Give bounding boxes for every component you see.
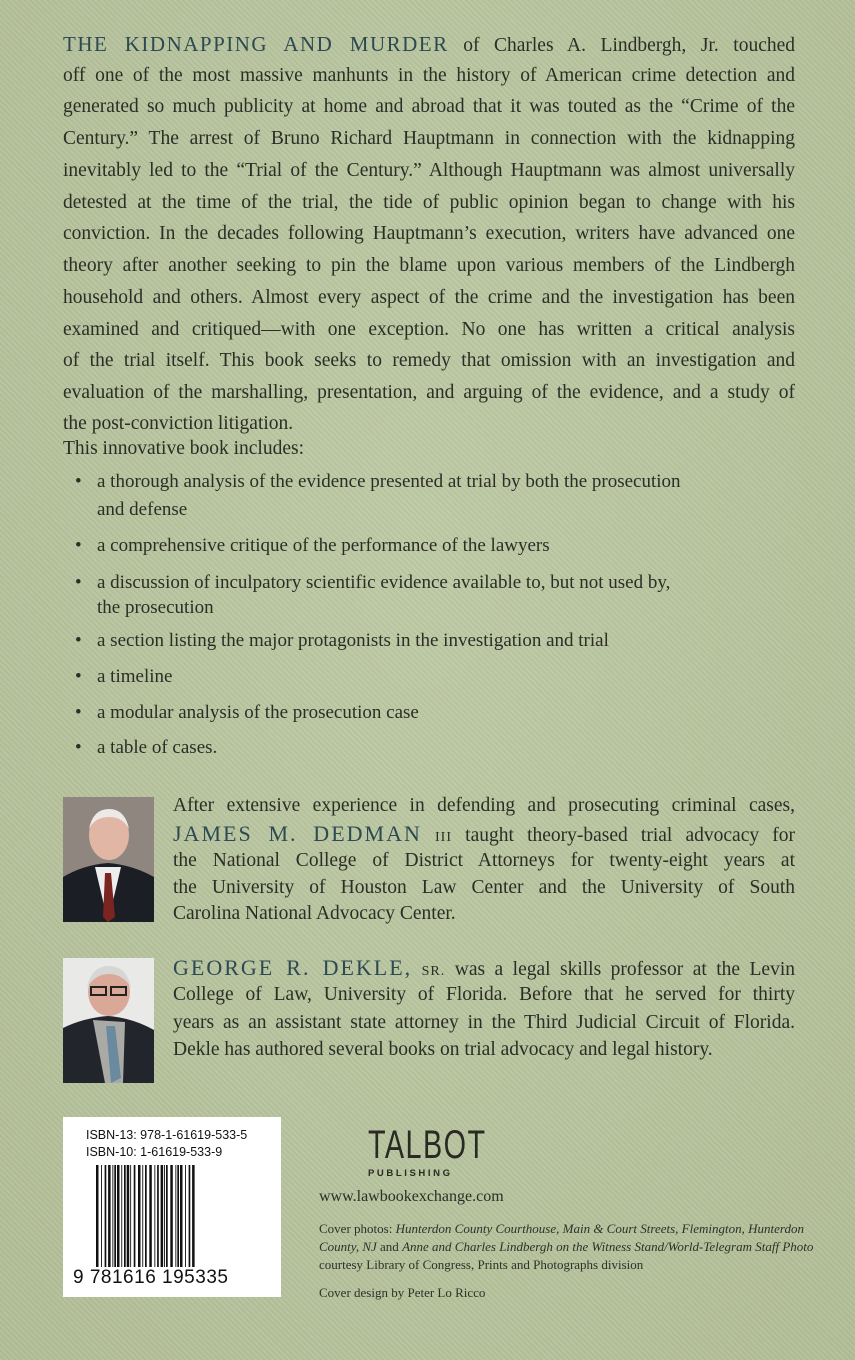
barcode-bars bbox=[96, 1165, 196, 1277]
author-photo-dedman bbox=[63, 797, 154, 922]
barcode-bar bbox=[161, 1165, 164, 1277]
barcode-bar bbox=[145, 1165, 147, 1277]
barcode-bar bbox=[117, 1165, 120, 1277]
barcode-bar bbox=[149, 1165, 152, 1277]
barcode-bar bbox=[138, 1165, 141, 1277]
barcode-bar bbox=[185, 1165, 186, 1277]
barcode-bar bbox=[112, 1165, 113, 1277]
barcode-number: 9 781616 195335 bbox=[73, 1267, 229, 1288]
barcode-bar bbox=[130, 1165, 131, 1277]
description-line: inevitably led to the “Trial of the Century.” Although Hauptmann was almost universally bbox=[63, 160, 795, 181]
barcode-bar bbox=[101, 1165, 102, 1277]
description-line: examined and critiqued—with one exception. No one has written a critical analysis bbox=[63, 319, 795, 340]
barcode-bar bbox=[157, 1165, 159, 1277]
publisher-logo: TALBOT PUBLISHING bbox=[368, 1123, 487, 1179]
description-line: conviction. In the decades following Hauptmann’s execution, writers have advanced one bbox=[63, 223, 795, 244]
list-item: • a modular analysis of the prosecution case bbox=[75, 702, 419, 723]
barcode-bar bbox=[134, 1165, 136, 1277]
description-line: detested at the time of the trial, the tide of public opinion began to change with his bbox=[63, 192, 795, 213]
barcode-bar bbox=[164, 1165, 165, 1277]
barcode-bar bbox=[108, 1165, 111, 1277]
list-item-cont: and defense bbox=[97, 499, 188, 520]
barcode-bar bbox=[180, 1165, 183, 1277]
barcode-bar bbox=[177, 1165, 179, 1277]
description-line: Century.” The arrest of Bruno Richard Hauptmann in connection with the kidnapping bbox=[63, 128, 795, 149]
list-item-cont: the prosecution bbox=[97, 597, 214, 618]
barcode-bar bbox=[192, 1165, 195, 1277]
list-item: • a table of cases. bbox=[75, 737, 218, 758]
author-name: GEORGE R. DEKLE, bbox=[173, 955, 413, 980]
description-line: theory after another seeking to pin the blame upon various members of the Lindbergh bbox=[63, 255, 795, 276]
isbn-10: ISBN-10: 1-61619-533-9 bbox=[86, 1145, 223, 1159]
description-line: household and others. Almost every aspect of the crime and the investigation has been bbox=[63, 287, 795, 308]
barcode bbox=[63, 1117, 281, 1297]
isbn-13: ISBN-13: 978-1-61619-533-5 bbox=[86, 1128, 248, 1142]
barcode-bar bbox=[96, 1165, 99, 1277]
barcode-bar bbox=[121, 1165, 122, 1277]
barcode-bar bbox=[189, 1165, 191, 1277]
description-line: off one of the most massive manhunts in the history of American crime detection and bbox=[63, 65, 795, 86]
description-line: the post-conviction litigation. bbox=[63, 413, 294, 434]
list-item: • a thorough analysis of the evidence presented at trial by both the prosecution bbox=[75, 471, 681, 492]
description-line: THE KIDNAPPING AND MURDER of Charles A. Lindbergh, Jr. touched bbox=[63, 32, 795, 56]
barcode-bar bbox=[175, 1165, 176, 1277]
barcode-bar bbox=[124, 1165, 126, 1277]
barcode-bar bbox=[114, 1165, 116, 1277]
list-item: • a section listing the major protagonists in the investigation and trial bbox=[75, 630, 609, 651]
barcode-bar bbox=[170, 1165, 173, 1277]
barcode-bar bbox=[166, 1165, 168, 1277]
author-photo-dekle bbox=[63, 958, 154, 1083]
barcode-bar bbox=[154, 1165, 155, 1277]
list-item: • a timeline bbox=[75, 666, 173, 687]
includes-intro: This innovative book includes: bbox=[63, 438, 305, 459]
barcode-bar bbox=[142, 1165, 143, 1277]
barcode-bar bbox=[127, 1165, 130, 1277]
barcode-bar bbox=[105, 1165, 107, 1277]
list-item: • a discussion of inculpatory scientific evidence available to, but not used by, bbox=[75, 572, 671, 593]
list-item: • a comprehensive critique of the performance of the lawyers bbox=[75, 535, 550, 556]
author-name: JAMES M. DEDMAN bbox=[173, 821, 422, 846]
description-line: evaluation of the marshalling, presentation, and arguing of the evidence, and a study of bbox=[63, 382, 795, 403]
lead-caps: THE KIDNAPPING AND MURDER bbox=[63, 32, 449, 56]
description-line: of the trial itself. This book seeks to remedy that omission with an investigation and bbox=[63, 350, 795, 371]
description-line: generated so much publicity at home and abroad that it was touted as the “Crime of the bbox=[63, 96, 795, 117]
publisher-url: www.lawbookexchange.com bbox=[319, 1188, 504, 1205]
